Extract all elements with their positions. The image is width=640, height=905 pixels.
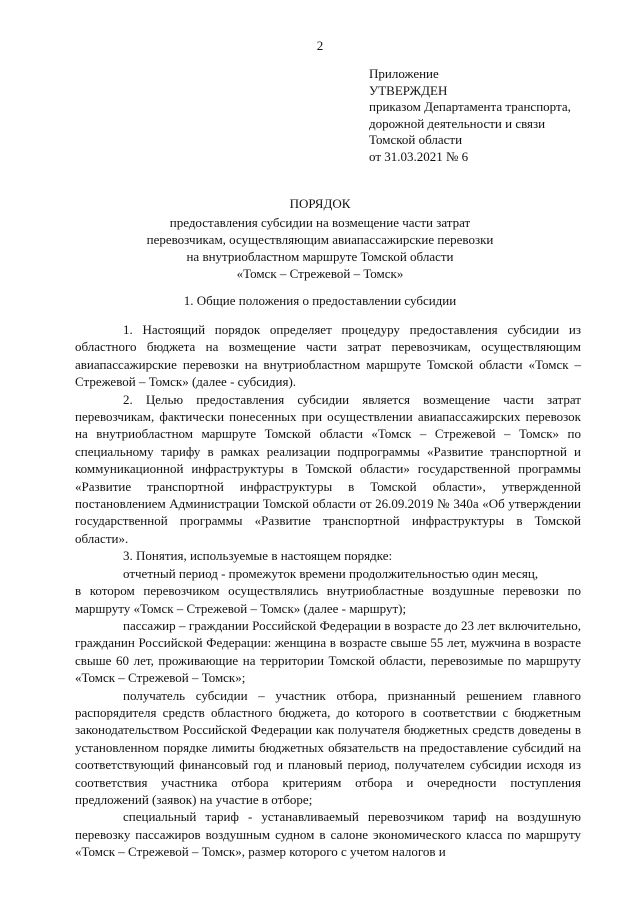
paragraph: 1. Настоящий порядок определяет процедуру предоставления субсидии из областного бюджета на возмещение части затрат перевозчикам, осуществляющим авиапассажирские перевозки на внутриобластном маршруте Томской области «Томск – Стрежевой – Томск» (далее - субсидия). xyxy=(75,322,581,390)
paragraph: специальный тариф - устанавливаемый перевозчиком тариф на воздушную перевозку пассажиров воздушным судном в салоне экономического класса по маршруту «Томск – Стрежевой – Томск», размер которого с учетом налогов и xyxy=(75,809,581,860)
subtitle-line: перевозчикам, осуществляющим авиапассажирские перевозки xyxy=(146,232,494,247)
document-subtitle xyxy=(0,214,640,282)
subtitle-line: предоставления субсидии на возмещение части затрат xyxy=(169,215,471,230)
approval-line: от 31.03.2021 № 6 xyxy=(369,148,469,164)
subtitle-line: на внутриобластном маршруте Томской области xyxy=(186,249,454,264)
paragraph: в котором перевозчиком осуществлялись внутриобластные воздушные перевозки по маршруту «Томск – Стрежевой – Томск» (далее - маршрут); xyxy=(75,583,581,616)
approval-line: УТВЕРЖДЕН xyxy=(369,82,448,98)
paragraph: 3. Понятия, используемые в настоящем порядке: xyxy=(123,548,393,564)
paragraph: получатель субсидии – участник отбора, признанный решением главного распорядителя средств областного бюджета, до которого в соответствии с бюджетным законодательством Российской Федерации как получателя бюджетных средств доведены в установленном порядке лимиты бюджетных обязательств на предоставление субсидий на соответствующий финансовый год и плановый период, получателем субсидии исходя из соответствия участника отбора критериям отбора и очередности поступления предложений (заявок) на участие в отборе; xyxy=(75,687,581,807)
approval-line: Приложение xyxy=(369,66,439,81)
approval-line: дорожной деятельности и связи xyxy=(369,115,546,131)
section-heading: 1. Общие положения о предоставлении субсидии xyxy=(183,293,457,308)
page-number: 2 xyxy=(316,38,324,53)
paragraph: 2. Целью предоставления субсидии является возмещение части затрат перевозчикам, фактически понесенных при осуществлении авиапассажирских перевозок на внутриобластном маршруте Томской области «Томск – Стрежевой – Томск» по специальному тарифу в рамках реализации подпрограммы «Развитие транспортной и коммуникационной инфраструктуры в Томской области» государственной программы «Развитие транспортной инфраструктуры в Томской области», утвержденной постановлением Администрации Томской области от 26.09.2019 № 340а «Об утверждении государственной программы «Развитие транспортной инфраструктуры в Томской области». xyxy=(75,391,581,546)
paragraph: пассажир – граждании Российской Федерации в возрасте до 23 лет включительно, гражданин Российской Федерации: женщина в возрасте свыше 55 лет, мужчина в возрасте свыше 60 лет, проживающие на территории Томской области, перевозимые по маршруту «Томск – Стрежевой – Томск»; xyxy=(75,617,581,686)
approval-line: Томской области xyxy=(369,132,463,147)
document-title: ПОРЯДОК xyxy=(289,196,351,211)
approval-block xyxy=(369,66,619,165)
paragraph: отчетный период - промежуток времени продолжительностью один месяц, xyxy=(123,565,539,581)
approval-line: приказом Департамента транспорта, xyxy=(369,99,571,114)
document-body xyxy=(75,321,581,861)
subtitle-line: «Томск – Стрежевой – Томск» xyxy=(236,266,404,281)
